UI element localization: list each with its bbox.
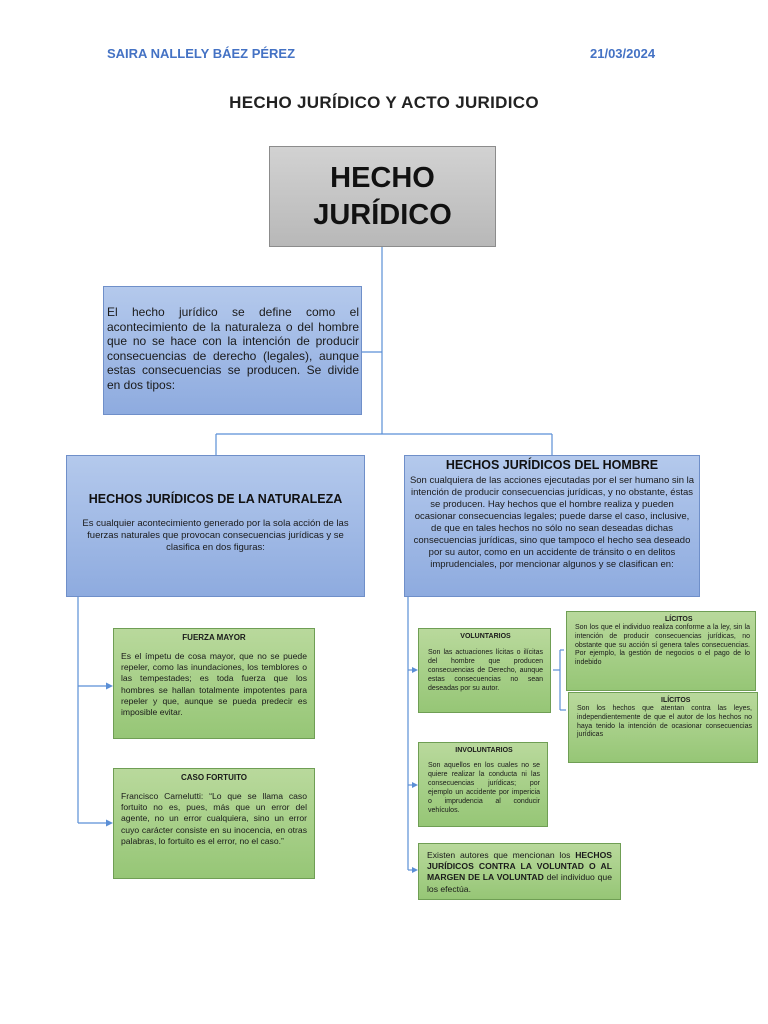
involuntarios-title: INVOLUNTARIOS	[455, 747, 513, 754]
man-text: Son cualquiera de las acciones ejecutadas por el ser humano sin la intención de producir consecuencias jurídicas, y no obstante, éstas se producen. Hay hechos que el hombre realiza y pueden ocasionar consecuencias legales; puede darse el caso, inclusive, de que en tales hechos no sólo no sean deseadas dichas consecuencias jurídicas, sino que tampoco el hecho sea deseado por su autor, como en un accidente de tránsito o en delitos imprudenciales, por mencionar algunos y se clasifican en:	[409, 475, 695, 570]
arrow-caso-fortuito	[106, 820, 113, 827]
autores-text-bold: HECHOS JURÍDICOS CONTRA LA VOLUNTAD O AL MARGEN DE LA VOLUNTAD	[427, 850, 612, 883]
nature-text: Es cualquier acontecimiento generado por la sola acción de las fuerzas naturales que provocan consecuencias jurídicas y se clasifica en dos figuras:	[82, 518, 349, 553]
autores-text-pre: Existen autores que mencionan los	[427, 850, 576, 860]
caso-fortuito-box	[113, 768, 315, 879]
definition-box	[103, 286, 362, 415]
fuerza-mayor-title: FUERZA MAYOR	[182, 633, 246, 642]
ilicitos-title: ILÍCITOS	[661, 697, 691, 704]
caso-fortuito-title: CASO FORTUITO	[180, 773, 248, 782]
caso-fortuito-text: Francisco Carnelutti: “Lo que se llama caso fortuito no es, pues, más que un error del agente, no un error cualquiera, sino un error cuyo carácter consiste en su inocencia, en otras palabras, lo fortuito es el error, no el caso.”	[121, 791, 307, 846]
document-title: HECHO JURÍDICO Y ACTO JURIDICO	[229, 93, 539, 112]
licitos-box	[566, 611, 756, 691]
autores-text-post: del individuo que los efectúa.	[427, 872, 612, 894]
fuerza-mayor-text: Es el ímpetu de cosa mayor, que no se puede repeler, como las inundaciones, los temblores o las tempestades; es toda fuerza que los hombres se hallan totalmente impotentes para repeler y que, aunque se pueda predecir es imposible evitar.	[121, 651, 307, 718]
involuntarios-box	[418, 742, 548, 827]
author-name: SAIRA NALLELY BÁEZ PÉREZ	[107, 46, 296, 61]
arrow-fuerza-mayor	[106, 683, 113, 690]
ilicitos-box	[568, 692, 758, 763]
involuntarios-text: Son aquellos en los cuales no se quiere realizar la conducta ni las consecuencias jurídicas; por ejemplo un accidente por impericia o imprudencia al conducir vehículos.	[428, 762, 540, 814]
man-facts-box	[404, 455, 700, 597]
voluntarios-text: Son las actuaciones lícitas o ilícitas del hombre que producen consecuencias de Derecho, aunque estas consecuencias no sean deseadas por su autor.	[428, 649, 543, 692]
nature-facts-box	[66, 455, 365, 597]
main-node-line2: JURÍDICO	[313, 198, 452, 231]
voluntarios-box	[418, 628, 551, 713]
document-date: 21/03/2024	[590, 46, 656, 61]
autores-text	[427, 850, 612, 895]
ilicitos-text: Son los hechos que atentan contra las leyes, independientemente de que el autor de los hechos no haya tenido la intención de ocasionar consecuencias jurídicas	[577, 705, 752, 739]
voluntarios-title: VOLUNTARIOS	[460, 633, 511, 640]
licitos-title: LÍCITOS	[665, 616, 693, 623]
autores-box	[418, 843, 621, 900]
fuerza-mayor-box	[113, 628, 315, 739]
definition-text: El hecho jurídico se define como el acontecimiento de la naturaleza o del hombre que no se hace con la intención de producir consecuencias de derecho (legales), aunque estas consecuencias se producen. Se divide en dos tipos:	[107, 305, 359, 392]
licitos-text: Son los que el individuo realiza conforme a la ley, sin la intención de producir consecuencias jurídicas, no obstante que su acción sí genera tales consecuencias. Por ejemplo, la gestión de negocios o el pago de lo indebido	[575, 624, 750, 667]
main-node-line1: HECHO	[330, 161, 435, 194]
main-node-hecho-juridico	[269, 146, 496, 247]
man-title: HECHOS JURÍDICOS DEL HOMBRE	[445, 458, 659, 472]
nature-title: HECHOS JURÍDICOS DE LA NATURALEZA	[88, 492, 343, 506]
